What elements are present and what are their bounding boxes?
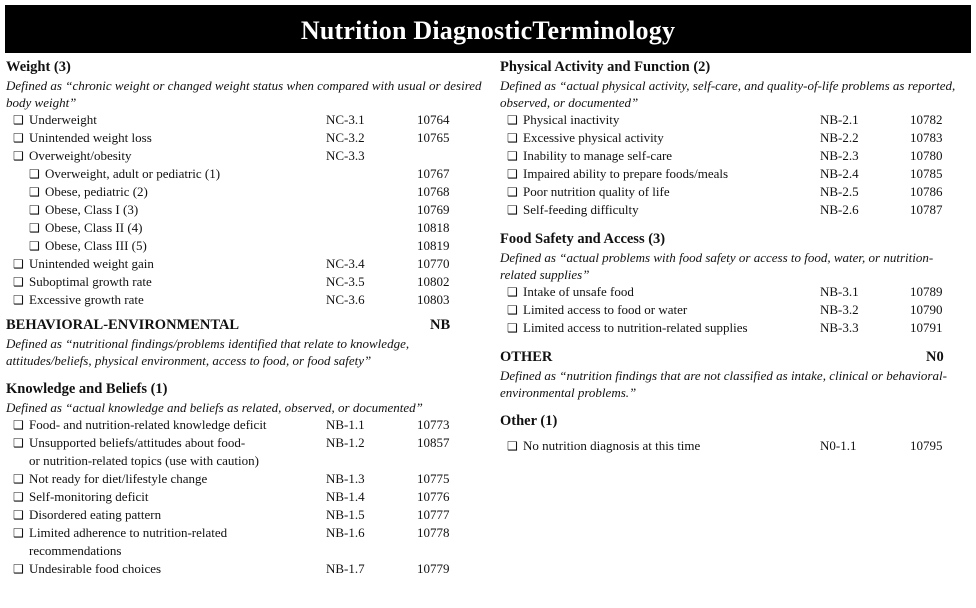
sub-list-item — [6, 219, 486, 237]
item-code: NB-1.1 — [326, 417, 365, 432]
list-item — [500, 283, 966, 301]
sub-list-item — [6, 183, 486, 201]
item-number: 10857 — [417, 435, 450, 450]
item-code: NB-1.3 — [326, 471, 365, 486]
section-definition-behavioral: Defined as “nutritional findings/problems identified that relate to knowledge, attitudes/beliefs, physical environment, access to food, or food safety” — [6, 336, 410, 368]
list-item — [6, 273, 486, 291]
item-label: Excessive physical activity — [523, 130, 664, 145]
other-category-heading-text: OTHER — [500, 349, 553, 365]
item-code: NB-2.6 — [820, 202, 859, 217]
list-item — [6, 291, 486, 309]
list-physical — [500, 111, 966, 219]
checkbox-icon[interactable]: ❑ — [507, 303, 518, 317]
item-code: NC-3.4 — [326, 256, 365, 271]
list-item — [6, 470, 486, 488]
item-label: Food- and nutrition-related knowledge deficit — [29, 417, 267, 432]
item-label: Disordered eating pattern — [29, 507, 162, 522]
list-weight — [6, 111, 486, 309]
checkbox-icon[interactable]: ❑ — [13, 131, 24, 145]
list-item — [500, 165, 966, 183]
sub-list-item — [6, 237, 486, 255]
item-number: 10770 — [417, 256, 450, 271]
item-code: NC-3.3 — [326, 148, 365, 163]
item-number: 10785 — [910, 166, 943, 181]
list-item — [500, 183, 966, 201]
item-label: Unintended weight loss — [29, 130, 152, 145]
item-label-continued: recommendations — [29, 543, 122, 558]
item-label: Undesirable food choices — [29, 561, 162, 576]
item-code: NC-3.5 — [326, 274, 365, 289]
checkbox-icon[interactable]: ❑ — [507, 321, 518, 335]
list-item — [6, 416, 486, 434]
item-code: N0-1.1 — [820, 438, 857, 453]
checkbox-icon[interactable]: ❑ — [507, 113, 518, 127]
item-code: NB-1.4 — [326, 489, 365, 504]
section-definition-food-safety: Defined as “actual problems with food safety or access to food, water, or nutrition-related supplies” — [500, 250, 934, 282]
list-item — [6, 506, 486, 524]
checkbox-icon[interactable]: ❑ — [13, 149, 24, 163]
item-code: NB-1.2 — [326, 435, 365, 450]
list-item — [6, 524, 486, 560]
item-code: NB-1.5 — [326, 507, 365, 522]
item-label: Physical inactivity — [523, 112, 620, 127]
item-number: 10764 — [417, 112, 450, 127]
item-number: 10795 — [910, 438, 943, 453]
checkbox-icon[interactable]: ❑ — [507, 131, 518, 145]
item-number: 10767 — [417, 166, 450, 181]
checkbox-icon[interactable]: ❑ — [13, 472, 24, 486]
item-number: 10783 — [910, 130, 943, 145]
checkbox-icon[interactable]: ❑ — [13, 562, 24, 576]
item-label: Self-monitoring deficit — [29, 489, 149, 504]
item-label: Underweight — [29, 112, 97, 127]
list-item — [500, 111, 966, 129]
checkbox-icon[interactable]: ❑ — [507, 203, 518, 217]
item-code: NB-1.7 — [326, 561, 365, 576]
item-label: Obese, Class III (5) — [45, 238, 147, 253]
item-number: 10786 — [910, 184, 943, 199]
list-item — [500, 437, 966, 455]
section-definition-other-category: Defined as “nutrition findings that are not classified as intake, clinical or behavioral-environmental problems.” — [500, 368, 947, 400]
section-heading-other: Other (1) — [500, 413, 558, 429]
list-item — [500, 301, 966, 319]
item-number: 10768 — [417, 184, 450, 199]
item-label: Obese, pediatric (2) — [45, 184, 148, 199]
list-knowledge — [6, 416, 486, 578]
checkbox-icon[interactable]: ❑ — [13, 257, 24, 271]
item-label: Limited access to nutrition-related supplies — [523, 320, 748, 335]
item-number: 10780 — [910, 148, 943, 163]
item-number: 10776 — [417, 489, 450, 504]
checkbox-icon[interactable]: ❑ — [507, 285, 518, 299]
checkbox-icon[interactable]: ❑ — [13, 526, 24, 540]
checkbox-icon[interactable]: ❑ — [13, 436, 24, 450]
list-item — [6, 434, 486, 470]
item-number: 10818 — [417, 220, 450, 235]
item-number: 10819 — [417, 238, 450, 253]
section-heading-physical: Physical Activity and Function (2) — [500, 59, 711, 75]
item-label: Intake of unsafe food — [523, 284, 634, 299]
checkbox-icon[interactable]: ❑ — [13, 418, 24, 432]
item-code: NB-3.2 — [820, 302, 859, 317]
behavioral-heading-text: BEHAVIORAL-ENVIRONMENTAL — [6, 317, 240, 333]
sub-list-item — [6, 165, 486, 183]
checkbox-icon[interactable]: ❑ — [29, 185, 40, 199]
list-item — [6, 560, 486, 578]
item-code: NB-3.1 — [820, 284, 859, 299]
list-other — [500, 437, 966, 455]
section-definition-weight: Defined as “chronic weight or changed weight status when compared with usual or desired body weight” — [6, 78, 482, 110]
checkbox-icon[interactable]: ❑ — [507, 439, 518, 453]
list-item — [6, 147, 486, 165]
list-item — [500, 319, 966, 337]
item-number: 10790 — [910, 302, 943, 317]
item-code: NB-2.4 — [820, 166, 859, 181]
item-label: Suboptimal growth rate — [29, 274, 152, 289]
behavioral-code: NB — [430, 317, 451, 333]
item-number: 10789 — [910, 284, 943, 299]
item-code: NB-3.3 — [820, 320, 859, 335]
list-item — [6, 255, 486, 273]
section-heading-food-safety: Food Safety and Access (3) — [500, 231, 666, 247]
right-column — [500, 58, 966, 455]
list-item — [500, 147, 966, 165]
other-category-code: N0 — [926, 349, 944, 365]
checkbox-icon[interactable]: ❑ — [29, 221, 40, 235]
item-number: 10802 — [417, 274, 450, 289]
section-definition-physical: Defined as “actual physical activity, self-care, and quality-of-life problems as reported, observed, or documented” — [500, 78, 956, 110]
list-food-safety — [500, 283, 966, 337]
item-label: Self-feeding difficulty — [523, 202, 639, 217]
item-label: Excessive growth rate — [29, 292, 144, 307]
item-code: NC-3.1 — [326, 112, 365, 127]
item-label: Limited access to food or water — [523, 302, 688, 317]
checkbox-icon[interactable]: ❑ — [13, 490, 24, 504]
item-code: NC-3.6 — [326, 292, 365, 307]
item-number: 10803 — [417, 292, 450, 307]
item-label: Overweight, adult or pediatric (1) — [45, 166, 221, 181]
checkbox-icon[interactable]: ❑ — [29, 239, 40, 253]
item-label: Unsupported beliefs/attitudes about food- — [29, 435, 246, 450]
item-label: Limited adherence to nutrition-related — [29, 525, 228, 540]
item-label: Obese, Class I (3) — [45, 202, 139, 217]
checkbox-icon[interactable]: ❑ — [13, 113, 24, 127]
item-label: Impaired ability to prepare foods/meals — [523, 166, 729, 181]
item-label: Overweight/obesity — [29, 148, 132, 163]
section-heading-behavioral — [6, 316, 486, 335]
checkbox-icon[interactable]: ❑ — [13, 275, 24, 289]
checkbox-icon[interactable]: ❑ — [507, 185, 518, 199]
item-code: NB-2.5 — [820, 184, 859, 199]
item-code: NB-2.1 — [820, 112, 859, 127]
sub-list-item — [6, 201, 486, 219]
item-label: Poor nutrition quality of life — [523, 184, 670, 199]
item-number: 10769 — [417, 202, 450, 217]
item-code: NB-2.2 — [820, 130, 859, 145]
list-item — [6, 111, 486, 129]
page-title: Nutrition DiagnosticTerminology — [5, 5, 971, 53]
item-label: Obese, Class II (4) — [45, 220, 143, 235]
checkbox-icon[interactable]: ❑ — [507, 167, 518, 181]
checkbox-icon[interactable]: ❑ — [29, 203, 40, 217]
item-number: 10777 — [417, 507, 450, 522]
checkbox-icon[interactable]: ❑ — [507, 149, 518, 163]
item-number: 10775 — [417, 471, 450, 486]
list-item — [6, 488, 486, 506]
item-label: No nutrition diagnosis at this time — [523, 438, 701, 453]
list-item — [6, 129, 486, 147]
checkbox-icon[interactable]: ❑ — [13, 508, 24, 522]
item-code: NB-1.6 — [326, 525, 365, 540]
section-heading-other-category — [500, 348, 966, 367]
item-code: NC-3.2 — [326, 130, 365, 145]
item-label-continued: or nutrition-related topics (use with caution) — [29, 453, 259, 468]
checkbox-icon[interactable]: ❑ — [29, 167, 40, 181]
item-number: 10778 — [417, 525, 450, 540]
section-definition-knowledge: Defined as “actual knowledge and beliefs as related, observed, or documented” — [6, 400, 423, 415]
checkbox-icon[interactable]: ❑ — [13, 293, 24, 307]
item-number: 10787 — [910, 202, 943, 217]
item-label: Inability to manage self-care — [523, 148, 673, 163]
item-label: Unintended weight gain — [29, 256, 154, 271]
item-number: 10779 — [417, 561, 450, 576]
item-number: 10765 — [417, 130, 450, 145]
item-number: 10791 — [910, 320, 943, 335]
section-heading-knowledge: Knowledge and Beliefs (1) — [6, 381, 168, 397]
item-code: NB-2.3 — [820, 148, 859, 163]
section-heading-weight: Weight (3) — [6, 59, 71, 75]
list-item — [500, 201, 966, 219]
list-item — [500, 129, 966, 147]
item-number: 10782 — [910, 112, 943, 127]
item-label: Not ready for diet/lifestyle change — [29, 471, 208, 486]
left-column — [6, 58, 486, 578]
item-number: 10773 — [417, 417, 450, 432]
